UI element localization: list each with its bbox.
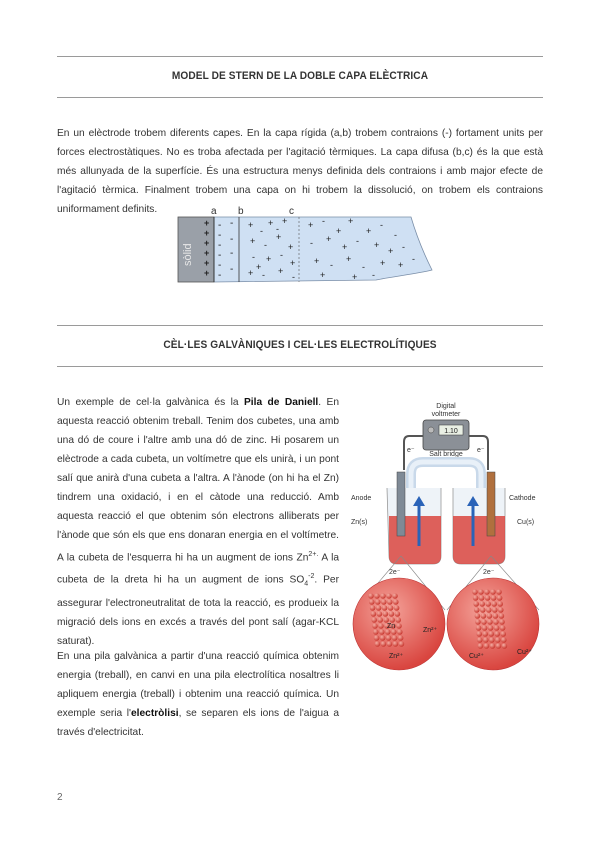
anode-label: Anode <box>351 495 372 502</box>
lattice-atom <box>492 607 498 613</box>
svg-text:+: + <box>248 220 254 230</box>
lattice-atom <box>396 623 402 629</box>
electrolisi-term: electròlisi <box>131 708 179 719</box>
lattice-atom <box>488 631 494 637</box>
lattice-atom <box>386 635 392 641</box>
lattice-atom <box>497 601 503 607</box>
lattice-atom <box>372 623 378 629</box>
lattice-atom <box>478 589 484 595</box>
svg-text:-: - <box>218 260 222 271</box>
lattice-atom <box>479 601 485 607</box>
svg-text:+: + <box>204 228 210 238</box>
lattice-atom <box>397 629 403 635</box>
svg-text:+: + <box>278 266 284 276</box>
lattice-atom <box>473 601 479 607</box>
svg-text:-: - <box>230 234 234 245</box>
svg-text:+: + <box>266 254 272 264</box>
svg-text:-: - <box>402 242 405 252</box>
top-rule <box>57 56 543 57</box>
daniell-cell-figure <box>349 396 543 676</box>
svg-text:-: - <box>276 224 279 234</box>
lattice-atom <box>395 611 401 617</box>
svg-text:-: - <box>230 264 234 275</box>
lattice-atom <box>392 593 398 599</box>
lattice-atom <box>393 599 399 605</box>
svg-text:+: + <box>276 232 282 242</box>
lattice-atom <box>490 589 496 595</box>
cu-ion-label-2: Cu²⁺ <box>517 649 532 656</box>
svg-text:-: - <box>380 220 383 230</box>
svg-text:-: - <box>252 252 255 262</box>
cu-ion-label-1: Cu²⁺ <box>469 653 484 660</box>
svg-text:+: + <box>326 234 332 244</box>
two-electron-left: 2e⁻ <box>389 569 401 576</box>
zn-atom-label: Zn <box>387 623 396 630</box>
lattice-atom <box>388 605 394 611</box>
svg-text:+: + <box>374 240 380 250</box>
lattice-atom <box>487 619 493 625</box>
svg-text:+: + <box>250 236 256 246</box>
lattice-atom <box>472 589 478 595</box>
lattice-atom <box>481 619 487 625</box>
svg-text:-: - <box>218 230 222 241</box>
svg-text:+: + <box>348 216 354 226</box>
lattice-atom <box>395 617 401 623</box>
svg-text:-: - <box>356 236 359 246</box>
salt-bridge-label: Salt bridge <box>429 451 463 458</box>
svg-text:+: + <box>290 258 296 268</box>
svg-text:+: + <box>366 226 372 236</box>
svg-text:+: + <box>256 262 262 272</box>
lattice-atom <box>371 617 377 623</box>
lattice-atom <box>482 625 488 631</box>
voltmeter-label-2: voltmeter <box>431 411 461 418</box>
svg-text:-: - <box>292 272 295 282</box>
lattice-atom <box>475 613 481 619</box>
lattice-atom <box>380 635 386 641</box>
lattice-atom <box>381 599 387 605</box>
lattice-atom <box>382 605 388 611</box>
svg-text:+: + <box>346 254 352 264</box>
lattice-atom <box>486 607 492 613</box>
lattice-atom <box>368 593 374 599</box>
svg-text:-: - <box>372 270 375 280</box>
svg-text:+: + <box>388 246 394 256</box>
lattice-atom <box>373 629 379 635</box>
stern-double-layer-figure <box>176 204 436 288</box>
lattice-atom <box>485 595 491 601</box>
svg-text:-: - <box>264 240 267 250</box>
daniell-paragraph: Un exemple de cel·la galvànica és la Pila de Daniell. En aquesta reacció obtenim treball. Tenim dos cubetes, una amb una dó de coure i l'altre amb una dó de zinc. Hi posarem un elèctrode a cada cubeta, un voltímetre que els unirà, i un pont salí que anirà d'una cubeta a l'altra. A l'ànode (on hi ha el Zn) tindrem una oxidació, i en el càtode una reducció. Amb aquesta reacció el que obtenim són electrons alliberats per l'ànode que són els que ens donaran energia en el voltímetre. A la cubeta de l'esquerra hi ha un augment de ions $Zn^{2+.}$ A la cubeta de la dreta hi ha un augment de ions $SO_4^{-2}$. Per assegurar l'electroneutralitat de tota la reacció, es produeix la migració dels ions en excés a través del pont salí (agar-KCL saturat). <box>57 397 340 647</box>
voltmeter-label-1: Digital <box>436 403 456 410</box>
section2-top-rule <box>57 325 543 326</box>
lattice-atom <box>488 625 494 631</box>
electron-label-left: e⁻ <box>407 447 415 454</box>
electron-label-right: e⁻ <box>477 447 485 454</box>
lattice-atom <box>491 601 497 607</box>
layer-label-b: b <box>238 206 244 217</box>
svg-text:+: + <box>204 268 210 278</box>
lattice-atom <box>375 599 381 605</box>
lattice-atom <box>399 641 405 647</box>
layer-label-c: c <box>289 206 294 217</box>
lattice-atom <box>377 611 383 617</box>
lattice-atom <box>394 605 400 611</box>
lattice-atom <box>369 599 375 605</box>
solid-label: sòlid <box>182 243 194 266</box>
stern-paragraph: En un elèctrode trobem diferents capes. En la capa rígida (a,b) trobem contraions (-) fortament units per forces electrostàtiques. No es troba afectada per l'agitació tèrmiques. La capa difusa (b,c) és la que està més allunyada de la superfície. És una estructura menys definida dels contraions i amb major efecte de l'agitació tèrmica. Finalment trobem una capa on hi trobem la dissolució, on trobem els contraions uniformament definits. <box>57 128 543 215</box>
lattice-atom <box>491 595 497 601</box>
lattice-atom <box>398 635 404 641</box>
svg-text:+: + <box>204 248 210 258</box>
electrolysis-paragraph: En una pila galvànica a partir d'una reacció química obtenim energia (treball), en canvi en una pila electrolítica nosaltres li apliquem energia (treball) i obtenim una reacció química. Un exemple seria l'electròlisi, se separen els ions de l'aigua a través d'electricitat. <box>57 651 339 738</box>
svg-text:+: + <box>336 226 342 236</box>
lattice-atom <box>484 643 490 649</box>
lattice-atom <box>496 589 502 595</box>
lattice-atom <box>500 631 506 637</box>
lattice-atom <box>484 589 490 595</box>
lattice-atom <box>374 635 380 641</box>
lattice-atom <box>374 593 380 599</box>
lattice-atom <box>481 613 487 619</box>
svg-text:+: + <box>380 258 386 268</box>
lattice-atom <box>499 619 505 625</box>
svg-text:+: + <box>204 258 210 268</box>
svg-text:+: + <box>204 218 210 228</box>
lattice-atom <box>383 611 389 617</box>
lattice-atom <box>386 593 392 599</box>
heading-rule <box>57 97 543 98</box>
lattice-atom <box>392 635 398 641</box>
svg-text:-: - <box>362 262 365 272</box>
lattice-atom <box>500 625 506 631</box>
lattice-atom <box>502 643 508 649</box>
lattice-atom <box>498 607 504 613</box>
lattice-atom <box>495 637 501 643</box>
lattice-atom <box>501 637 507 643</box>
svg-text:-: - <box>262 270 265 280</box>
lattice-atom <box>474 607 480 613</box>
svg-text:-: - <box>218 240 222 251</box>
lattice-atom <box>473 595 479 601</box>
svg-text:+: + <box>352 272 358 282</box>
lattice-atom <box>483 637 489 643</box>
lattice-atom <box>375 641 381 647</box>
svg-text:+: + <box>398 260 404 270</box>
lattice-atom <box>477 637 483 643</box>
section2-heading-rule <box>57 366 543 367</box>
svg-text:-: - <box>412 254 415 264</box>
svg-text:+: + <box>320 270 326 280</box>
section-title-stern: MODEL DE STERN DE LA DOBLE CAPA ELÈCTRICA <box>171 70 429 82</box>
lattice-atom <box>475 619 481 625</box>
svg-text:-: - <box>330 260 333 270</box>
layer-label-a: a <box>211 206 217 217</box>
lattice-atom <box>490 643 496 649</box>
lattice-atom <box>479 595 485 601</box>
lattice-atom <box>377 617 383 623</box>
svg-text:-: - <box>280 250 283 260</box>
svg-text:+: + <box>204 238 210 248</box>
two-electron-right: 2e⁻ <box>483 569 495 576</box>
lattice-atom <box>480 607 486 613</box>
lattice-atom <box>370 605 376 611</box>
lattice-atom <box>389 611 395 617</box>
zn-ion-label-1: Zn²⁺ <box>423 627 438 634</box>
lattice-atom <box>476 631 482 637</box>
svg-text:-: - <box>322 216 325 226</box>
lattice-atom <box>380 593 386 599</box>
lattice-atom <box>493 619 499 625</box>
lattice-atom <box>494 631 500 637</box>
lattice-atom <box>385 629 391 635</box>
pila-de-daniell-term: Pila de Daniell <box>243 397 319 408</box>
lattice-atom <box>381 641 387 647</box>
lattice-atom <box>378 623 384 629</box>
lattice-atom <box>497 595 503 601</box>
lattice-atom <box>478 643 484 649</box>
lattice-atom <box>387 641 393 647</box>
lattice-atom <box>393 641 399 647</box>
lattice-atom <box>493 613 499 619</box>
svg-text:-: - <box>260 226 263 236</box>
svg-text:+: + <box>314 256 320 266</box>
lattice-atom <box>379 629 385 635</box>
lattice-atom <box>383 617 389 623</box>
svg-text:-: - <box>218 270 222 281</box>
page-number: 2 <box>57 792 63 803</box>
lattice-atom <box>376 605 382 611</box>
lattice-atom <box>391 629 397 635</box>
cathode-label: Cathode <box>509 495 536 502</box>
lattice-atom <box>485 601 491 607</box>
lattice-atom <box>371 611 377 617</box>
lattice-atom <box>476 625 482 631</box>
svg-text:+: + <box>268 218 274 228</box>
svg-text:-: - <box>394 230 397 240</box>
svg-text:-: - <box>218 220 222 231</box>
cu-solid-label: Cu(s) <box>517 519 535 526</box>
svg-text:+: + <box>288 242 294 252</box>
lattice-atom <box>496 643 502 649</box>
svg-text:+: + <box>342 242 348 252</box>
lattice-atom <box>489 637 495 643</box>
svg-text:+: + <box>248 268 254 278</box>
lattice-atom <box>499 613 505 619</box>
svg-text:+: + <box>308 220 314 230</box>
zn-ion-label-2: Zn²⁺ <box>389 653 404 660</box>
lattice-atom <box>389 617 395 623</box>
lattice-atom <box>487 613 493 619</box>
zn-solid-label: Zn(s) <box>351 519 368 526</box>
copper-electrode <box>487 472 495 536</box>
section-title-galvanic: CÈL·LES GALVÀNIQUES I CEL·LES ELECTROLÍTIQUES <box>163 339 437 351</box>
svg-text:-: - <box>218 250 222 261</box>
lattice-atom <box>494 625 500 631</box>
svg-text:-: - <box>230 248 234 259</box>
lattice-atom <box>482 631 488 637</box>
svg-text:-: - <box>310 238 313 248</box>
zinc-electrode <box>397 472 405 536</box>
voltmeter-reading: 1.10 <box>444 428 458 435</box>
svg-text:-: - <box>230 218 234 229</box>
svg-text:+: + <box>282 216 288 226</box>
lattice-atom <box>387 599 393 605</box>
